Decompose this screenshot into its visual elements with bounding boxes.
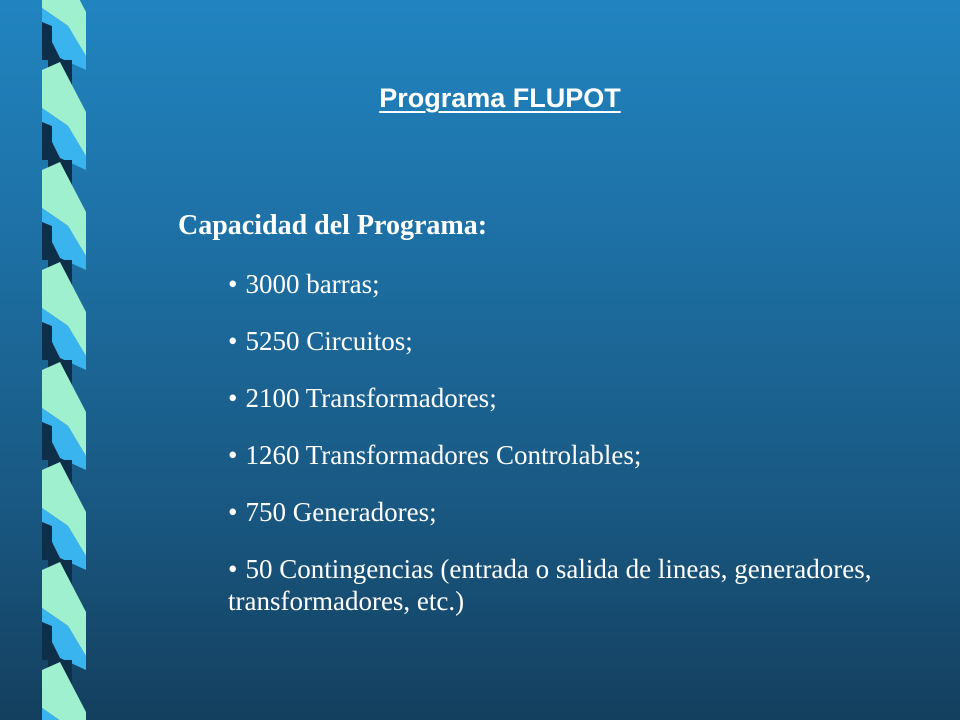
list-item-text: 5250 Circuitos;	[245, 326, 413, 356]
list-item	[228, 553, 928, 617]
list-item-text: 750 Generadores;	[245, 497, 437, 527]
bullet-icon: •	[228, 554, 238, 584]
ribbon-notch	[42, 222, 52, 260]
list-item	[228, 325, 928, 357]
bullet-icon: •	[228, 497, 238, 527]
ribbon-notch	[42, 122, 52, 160]
list-item-text: 2100 Transformadores;	[245, 383, 497, 413]
list-item	[228, 268, 928, 300]
list-item	[228, 439, 928, 471]
ribbon-notch	[42, 22, 52, 60]
ribbon-notch	[42, 322, 52, 360]
list-item-text: 50 Contingencias (entrada o salida de lineas, generadores, transformadores, etc.)	[228, 554, 872, 616]
list-item-text: 1260 Transformadores Controlables;	[245, 440, 642, 470]
list-item	[228, 496, 928, 528]
bullet-icon: •	[228, 326, 238, 356]
ribbon-light-band	[42, 662, 86, 720]
bullet-icon: •	[228, 269, 238, 299]
slide-title: Programa FLUPOT	[379, 83, 621, 113]
bullet-icon: •	[228, 440, 238, 470]
capacity-list	[228, 268, 928, 642]
list-item	[228, 382, 928, 414]
section-heading: Capacidad del Programa:	[178, 210, 488, 241]
ribbon-notch	[42, 622, 52, 660]
ribbon-notch	[42, 422, 52, 460]
ribbon-notch	[42, 522, 52, 560]
bullet-icon: •	[228, 383, 238, 413]
list-item-text: 3000 barras;	[245, 269, 380, 299]
